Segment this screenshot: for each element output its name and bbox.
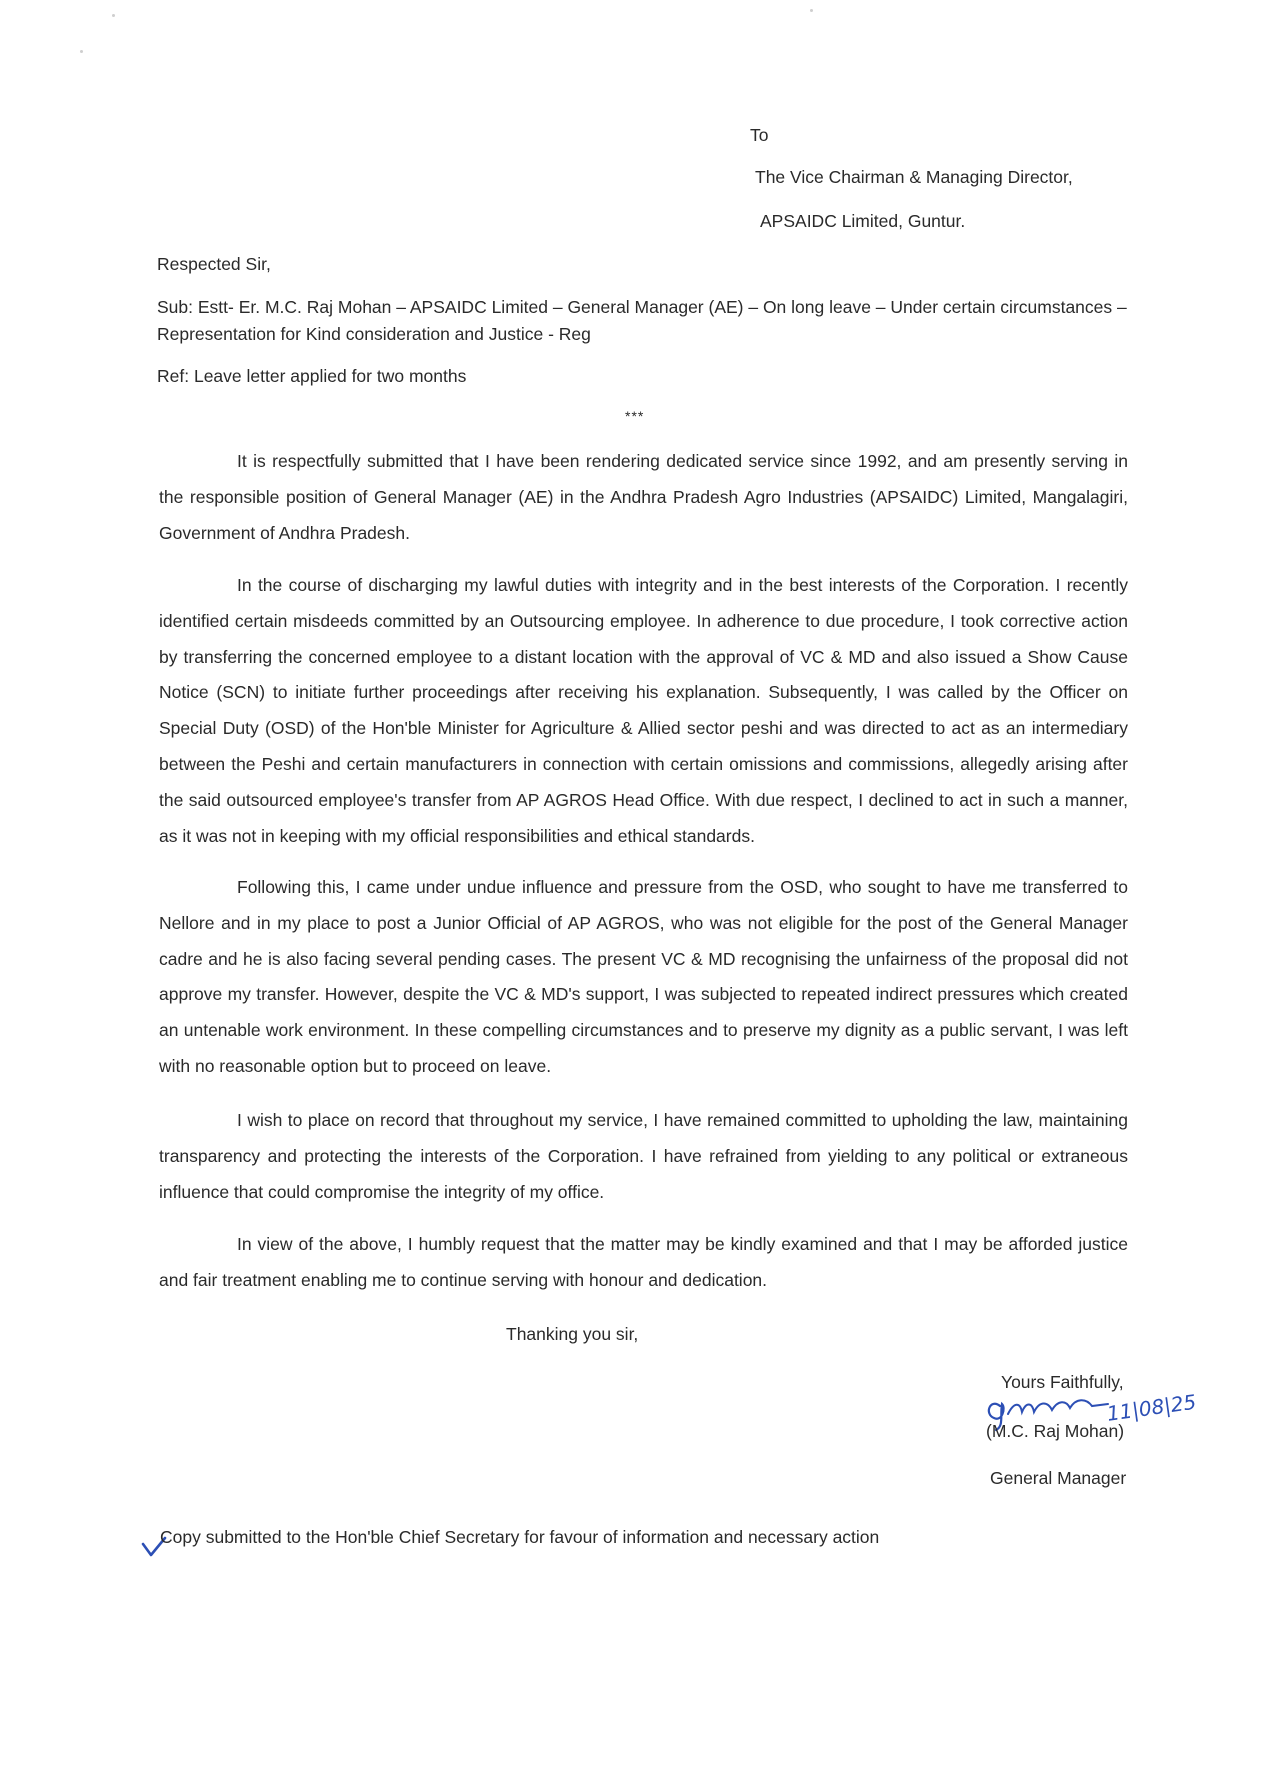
body-paragraph-4: I wish to place on record that throughout my service, I have remained committed to upholding the law, maintaining transparency and protecting the interests of the Corporation. I have refrained from yielding to any political or extraneous influence that could compromise the integrity of my office. xyxy=(159,1110,1128,1202)
subject-line-1: Sub: Estt- Er. M.C. Raj Mohan – APSAIDC Limited – General Manager (AE) – On long leave – Under certain circumstances – xyxy=(157,297,1127,317)
reference-line: Ref: Leave letter applied for two months xyxy=(157,366,467,386)
body-paragraph-2: In the course of discharging my lawful duties with integrity and in the best interests of the Corporation. I recently identified certain misdeeds committed by an Outsourcing employee. In adherence to due procedure, I took corrective action by transferring the concerned employee to a distant location with the approval of VC & MD and also issued a Show Cause Notice (SCN) to initiate further proceedings after receiving his explanation. Subsequently, I was called by the Officer on Special Duty (OSD) of the Hon'ble Minister for Agriculture & Allied sector peshi and was directed to act as an intermediary between the Peshi and certain manufacturers in connection with certain omissions and commissions, allegedly arising after the said outsourced employee's transfer from AP AGROS Head Office. With due respect, I declined to act in such a manner, as it was not in keeping with my official responsibilities and ethical standards. xyxy=(159,575,1128,846)
scan-speck xyxy=(810,9,813,12)
addressee-to: To xyxy=(750,125,769,145)
addressee-organisation: APSAIDC Limited, Guntur. xyxy=(760,211,966,231)
salutation: Respected Sir, xyxy=(157,254,271,274)
signature-date: 11|08|25 xyxy=(1105,1389,1198,1426)
valediction: Yours Faithfully, xyxy=(1001,1372,1124,1392)
body-paragraph-3: Following this, I came under undue influence and pressure from the OSD, who sought to have me transferred to Nellore and in my place to post a Junior Official of AP AGROS, who was not eligible for the post of the General Manager cadre and he is also facing several pending cases. The present VC & MD recognising the unfairness of the proposal did not approve my transfer. However, despite the VC & MD's support, I was subjected to repeated indirect pressures which created an untenable work environment. In these compelling circumstances and to preserve my dignity as a public servant, I was left with no reasonable option but to proceed on leave. xyxy=(159,877,1128,1076)
scan-speck xyxy=(112,14,115,17)
signatory-name: (M.C. Raj Mohan) xyxy=(986,1421,1125,1441)
body-paragraph-1: It is respectfully submitted that I have been rendering dedicated service since 1992, and am presently serving in the responsible position of General Manager (AE) in the Andhra Pradesh Agro Industries (APSAIDC) Limited, Mangalagiri, Government of Andhra Pradesh. xyxy=(159,451,1128,543)
separator-asterisks: *** xyxy=(625,408,645,424)
signatory-title: General Manager xyxy=(990,1468,1127,1488)
thanks-line: Thanking you sir, xyxy=(506,1324,639,1344)
subject-line-2: Representation for Kind consideration and Justice - Reg xyxy=(157,324,591,344)
addressee-designation: The Vice Chairman & Managing Director, xyxy=(755,167,1073,187)
body-paragraph-5: In view of the above, I humbly request that the matter may be kindly examined and that I may be afforded justice and fair treatment enabling me to continue serving with honour and dedication. xyxy=(159,1234,1128,1290)
scan-speck xyxy=(80,50,83,53)
copy-note: Copy submitted to the Hon'ble Chief Secretary for favour of information and necessary action xyxy=(160,1527,880,1547)
